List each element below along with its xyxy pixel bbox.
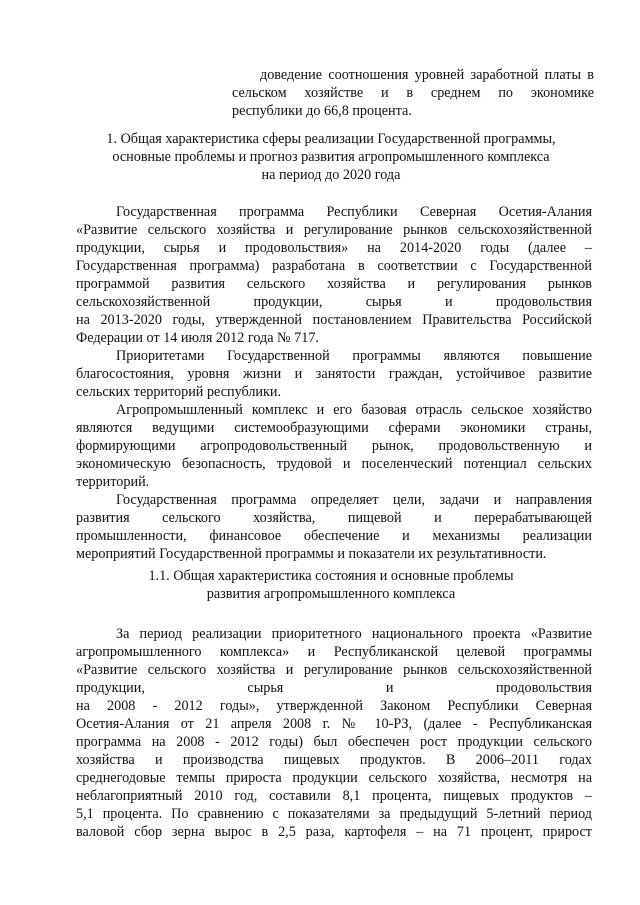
paragraph	[76, 203, 592, 347]
text-line: формирующими агропродовольственный рынок, продовольственную и	[76, 438, 592, 454]
paragraph	[76, 491, 592, 563]
text-line: благосостояния, уровня жизни и занятости граждан, устойчивое развитие	[76, 366, 592, 382]
text-line: Приоритетами Государственной программы являются повышение	[116, 348, 592, 364]
text-line: сельских территорий республики.	[76, 384, 282, 400]
top-text-fragment	[232, 66, 594, 120]
text-line: Федерации от 14 июля 2012 года № 717.	[76, 330, 319, 346]
text-line: хозяйства и производства пищевых продуктов. В 2006–2011 годах	[76, 752, 592, 768]
text-line: сельском хозяйстве и в среднем по экономике	[232, 85, 594, 101]
heading-line: 1. Общая характеристика сферы реализации Государственной программы,	[106, 131, 556, 147]
text-line: За период реализации приоритетного национального проекта «Развитие	[116, 626, 592, 642]
text-line: «Развитие сельского хозяйства и регулирование рынков сельскохозяйственной	[76, 662, 592, 678]
text-line: среднегодовые темпы прироста продукции сельского хозяйства, несмотря на	[76, 770, 592, 786]
text-line: республики до 66,8 процента.	[232, 103, 412, 119]
text-line: экономическую безопасность, трудовой и поселенческий потенциал сельских	[76, 456, 592, 472]
text-line: 5,1 процента. По сравнению с показателями за предыдущий 5-летний период	[76, 806, 592, 822]
text-line: валовой сбор зерна вырос в 2,5 раза, картофеля – на 71 процент, прирост	[76, 824, 592, 840]
text-line: продукции, сырья и продовольствия» на 2014-2020 годы (далее –	[76, 240, 592, 256]
text-line: Осетия-Алания от 21 апреля 2008 г. № 10-РЗ, (далее - Республиканская	[76, 716, 592, 732]
heading-line: 1.1. Общая характеристика состояния и основные проблемы	[148, 568, 514, 584]
text-line: агропромышленного комплекса» и Республиканской целевой программы	[76, 644, 592, 660]
text-line: сельскохозяйственной продукции, сырья и продовольствия	[76, 294, 592, 310]
paragraph	[76, 625, 592, 841]
text-line: доведение соотношения уровней заработной платы в	[260, 67, 594, 83]
section-1-body	[76, 203, 592, 563]
text-line: Государственная программа определяет цели, задачи и направления	[116, 492, 592, 508]
section-1-1-body	[76, 625, 592, 841]
text-line: продукции, сырья и продовольствия	[76, 680, 592, 696]
text-line: Агропромышленный комплекс и его базовая отрасль сельское хозяйство	[116, 402, 592, 418]
heading-line: основные проблемы и прогноз развития агропромышленного комплекса	[112, 149, 550, 165]
text-line: Государственная программа) разработана в соответствии с Государственной	[76, 258, 592, 274]
text-line: являются ведущими системообразующими сферами экономики страны,	[76, 420, 592, 436]
text-line: программа на 2008 - 2012 годы) был обеспечен рост продукции сельского	[76, 734, 592, 750]
text-line: Государственная программа Республики Северная Осетия-Алания	[116, 204, 592, 220]
paragraph	[76, 347, 592, 401]
text-line: на 2013-2020 годы, утвержденной постановлением Правительства Российской	[76, 312, 592, 328]
section-1-1-heading	[70, 567, 592, 603]
text-line: «Развитие сельского хозяйства и регулирование рынков сельскохозяйственной	[76, 222, 592, 238]
text-line: мероприятий Государственной программы и показатели их результативности.	[76, 546, 547, 562]
heading-line: развития агропромышленного комплекса	[206, 586, 456, 602]
paragraph	[76, 401, 592, 491]
heading-line: на период до 2020 года	[261, 167, 401, 183]
text-line: территорий.	[76, 474, 150, 490]
text-line: промышленности, финансовое обеспечение и механизмы реализации	[76, 528, 592, 544]
text-line: неблагоприятный 2010 год, составили 8,1 процента, пищевых продуктов –	[76, 788, 592, 804]
text-line: на 2008 - 2012 годы», утвержденной Законом Республики Северная	[76, 698, 592, 714]
text-line: развития сельского хозяйства, пищевой и перерабатывающей	[76, 510, 592, 526]
section-1-heading	[70, 130, 592, 184]
text-line: программой развития сельского хозяйства и регулирования рынков	[76, 276, 592, 292]
